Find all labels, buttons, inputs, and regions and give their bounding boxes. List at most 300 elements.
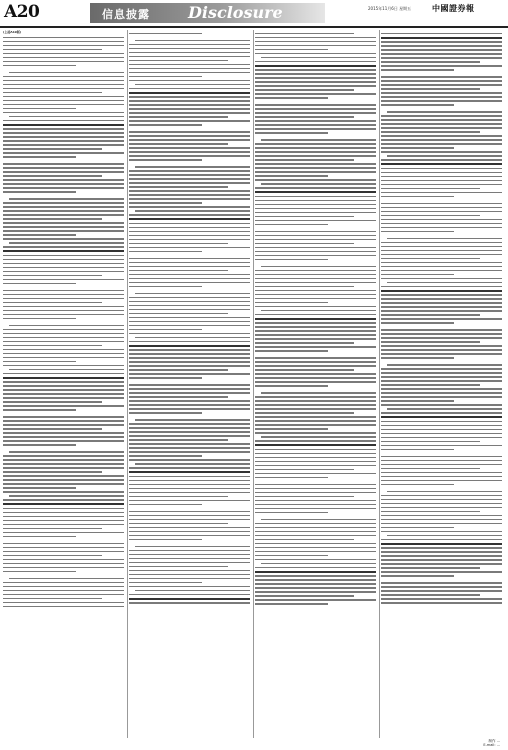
text-line bbox=[129, 178, 250, 180]
text-line bbox=[3, 124, 124, 126]
text-line bbox=[255, 294, 376, 296]
text-line bbox=[381, 503, 502, 505]
text-line bbox=[255, 469, 354, 471]
text-line bbox=[129, 467, 250, 469]
text-line bbox=[3, 436, 124, 438]
text-line bbox=[255, 478, 376, 481]
text-line bbox=[381, 96, 502, 98]
text-line bbox=[255, 575, 376, 577]
text-line bbox=[129, 431, 250, 433]
text-line bbox=[129, 447, 250, 449]
text-line bbox=[3, 279, 124, 281]
text-line bbox=[255, 151, 376, 153]
text-line bbox=[129, 274, 250, 276]
text-line bbox=[255, 99, 376, 102]
newspaper-name: 中國證券報 bbox=[432, 3, 475, 13]
text-line bbox=[381, 286, 502, 288]
text-line bbox=[381, 84, 502, 86]
text-line bbox=[381, 33, 502, 35]
text-line bbox=[3, 148, 102, 150]
text-line bbox=[381, 527, 454, 529]
text-line bbox=[255, 120, 376, 122]
text-column-2 bbox=[129, 30, 250, 738]
text-line bbox=[255, 357, 376, 359]
text-line bbox=[129, 396, 228, 398]
text-line bbox=[381, 333, 502, 335]
text-line bbox=[381, 602, 502, 604]
text-line bbox=[129, 235, 250, 237]
text-line bbox=[129, 266, 250, 268]
text-line bbox=[129, 126, 250, 129]
text-line bbox=[3, 310, 124, 312]
text-line bbox=[255, 282, 376, 284]
text-line bbox=[129, 174, 250, 176]
text-line bbox=[129, 198, 250, 200]
text-line bbox=[255, 591, 376, 593]
text-line bbox=[129, 313, 228, 315]
text-line bbox=[3, 183, 124, 185]
text-line bbox=[129, 52, 250, 54]
text-line bbox=[255, 116, 354, 118]
text-line bbox=[381, 57, 502, 59]
text-line bbox=[3, 365, 124, 367]
text-line bbox=[381, 258, 480, 260]
text-line bbox=[255, 204, 376, 206]
text-line bbox=[381, 464, 502, 466]
text-line bbox=[381, 404, 502, 406]
text-line bbox=[381, 294, 502, 296]
text-line bbox=[3, 100, 124, 102]
text-line bbox=[381, 450, 502, 453]
text-line bbox=[3, 393, 124, 395]
text-line bbox=[381, 100, 502, 102]
text-line bbox=[3, 179, 124, 181]
text-line bbox=[129, 239, 250, 241]
text-line bbox=[255, 187, 376, 189]
text-line bbox=[255, 318, 376, 320]
text-line bbox=[3, 206, 124, 208]
text-line bbox=[255, 531, 376, 533]
text-line bbox=[261, 139, 376, 141]
footer-line: 制作 ... bbox=[488, 739, 500, 743]
text-line bbox=[129, 540, 250, 543]
text-line bbox=[3, 226, 124, 228]
text-line bbox=[129, 566, 228, 568]
footer-line: E-mail: ... bbox=[483, 743, 500, 747]
text-line bbox=[3, 66, 124, 69]
text-line bbox=[381, 123, 502, 125]
text-line bbox=[129, 373, 250, 375]
text-line bbox=[3, 508, 124, 510]
text-line bbox=[3, 487, 76, 489]
text-line bbox=[261, 57, 376, 59]
text-line bbox=[255, 212, 376, 214]
text-line bbox=[129, 287, 250, 290]
text-line bbox=[3, 594, 124, 596]
text-line bbox=[129, 379, 250, 382]
text-line bbox=[135, 84, 250, 86]
text-line bbox=[255, 314, 376, 316]
text-line bbox=[129, 365, 250, 367]
text-line bbox=[129, 404, 250, 406]
text-line bbox=[381, 168, 502, 170]
text-line bbox=[3, 267, 124, 269]
text-line bbox=[381, 314, 480, 316]
text-line bbox=[3, 432, 124, 434]
text-line bbox=[129, 60, 228, 62]
text-line bbox=[381, 219, 502, 221]
text-line bbox=[9, 578, 124, 580]
text-line bbox=[129, 439, 228, 441]
text-line bbox=[255, 53, 376, 55]
text-line bbox=[3, 503, 124, 505]
page-header bbox=[0, 0, 508, 26]
text-line bbox=[129, 505, 250, 508]
text-line bbox=[381, 298, 502, 300]
text-line bbox=[129, 357, 250, 359]
text-line bbox=[387, 282, 502, 284]
text-line bbox=[255, 89, 354, 91]
text-line bbox=[129, 570, 250, 572]
text-line bbox=[255, 270, 376, 272]
text-line bbox=[129, 471, 250, 473]
text-line bbox=[381, 559, 502, 561]
text-line bbox=[3, 314, 124, 316]
text-line bbox=[3, 302, 102, 304]
text-line bbox=[255, 167, 376, 169]
text-line bbox=[3, 563, 124, 565]
text-line bbox=[255, 191, 376, 193]
text-line bbox=[129, 44, 250, 46]
text-line bbox=[381, 131, 480, 133]
text-line bbox=[9, 495, 124, 497]
text-line bbox=[381, 567, 480, 569]
text-line bbox=[255, 457, 376, 459]
text-line bbox=[381, 456, 502, 458]
text-line bbox=[129, 64, 250, 66]
text-column-3 bbox=[255, 30, 376, 738]
text-line bbox=[135, 166, 250, 168]
text-line bbox=[3, 163, 124, 165]
text-line bbox=[381, 188, 480, 190]
text-line bbox=[129, 202, 202, 204]
text-line bbox=[381, 139, 502, 141]
text-line bbox=[3, 547, 124, 549]
text-line bbox=[381, 485, 502, 488]
text-line bbox=[381, 353, 502, 355]
text-line bbox=[381, 115, 502, 117]
text-line bbox=[381, 151, 502, 153]
text-line bbox=[135, 590, 250, 592]
text-line bbox=[129, 353, 250, 355]
text-line bbox=[129, 523, 228, 525]
text-line bbox=[3, 555, 102, 557]
text-line bbox=[129, 554, 250, 556]
text-line bbox=[3, 411, 124, 414]
text-line bbox=[3, 440, 124, 442]
text-line bbox=[381, 227, 502, 229]
text-line bbox=[129, 333, 250, 335]
text-line bbox=[3, 187, 124, 189]
text-line bbox=[387, 111, 502, 113]
text-line bbox=[129, 104, 250, 106]
text-line bbox=[129, 68, 250, 70]
text-line bbox=[381, 543, 502, 545]
text-line bbox=[381, 421, 502, 423]
text-line bbox=[3, 80, 124, 82]
text-line bbox=[255, 260, 376, 263]
text-line bbox=[255, 465, 376, 467]
text-line bbox=[3, 424, 124, 426]
text-line bbox=[255, 567, 376, 569]
text-line bbox=[381, 480, 502, 482]
text-line bbox=[129, 143, 228, 145]
text-line bbox=[129, 227, 250, 229]
text-line bbox=[381, 274, 454, 276]
text-line bbox=[381, 511, 480, 513]
text-line bbox=[129, 182, 250, 184]
text-line bbox=[129, 535, 250, 537]
text-line bbox=[255, 583, 376, 585]
text-line bbox=[3, 222, 124, 224]
text-line bbox=[255, 45, 376, 47]
text-line bbox=[9, 116, 124, 118]
text-line bbox=[255, 143, 376, 145]
text-line bbox=[381, 127, 502, 129]
text-line bbox=[3, 294, 124, 296]
text-column-4 bbox=[381, 30, 502, 738]
text-line bbox=[3, 319, 124, 322]
text-line bbox=[255, 274, 376, 276]
text-line bbox=[255, 200, 376, 202]
text-line bbox=[381, 211, 502, 213]
text-line bbox=[129, 190, 250, 192]
text-line bbox=[381, 468, 480, 470]
text-line bbox=[381, 384, 480, 386]
text-line bbox=[129, 56, 250, 58]
text-line bbox=[3, 284, 124, 287]
text-line bbox=[129, 92, 250, 94]
text-line bbox=[381, 349, 502, 351]
text-line bbox=[129, 558, 250, 560]
text-line bbox=[129, 301, 250, 303]
text-line bbox=[255, 346, 376, 348]
text-line bbox=[255, 396, 376, 398]
text-line bbox=[129, 451, 250, 453]
page-number: A20 bbox=[4, 2, 40, 22]
text-line bbox=[381, 563, 502, 565]
text-line bbox=[255, 255, 376, 257]
text-line bbox=[129, 598, 250, 600]
text-line bbox=[129, 435, 250, 437]
text-line bbox=[129, 108, 250, 110]
text-line bbox=[255, 373, 376, 375]
text-line bbox=[3, 214, 124, 216]
text-line bbox=[129, 602, 250, 604]
text-line bbox=[255, 571, 376, 573]
text-line bbox=[3, 446, 124, 449]
text-line bbox=[129, 527, 250, 529]
text-line bbox=[255, 65, 376, 67]
text-line bbox=[255, 93, 376, 95]
text-line bbox=[129, 321, 250, 323]
text-line bbox=[3, 61, 124, 63]
text-line bbox=[381, 433, 502, 435]
text-line bbox=[255, 400, 376, 402]
text-line bbox=[129, 100, 250, 102]
text-line bbox=[3, 193, 124, 196]
text-line bbox=[381, 88, 480, 90]
text-line bbox=[255, 559, 376, 561]
text-line bbox=[381, 441, 480, 443]
text-line bbox=[3, 112, 124, 114]
text-line bbox=[255, 416, 376, 418]
text-line bbox=[129, 484, 250, 486]
text-line bbox=[381, 396, 502, 398]
text-line bbox=[9, 72, 124, 74]
text-line bbox=[129, 550, 250, 552]
text-line bbox=[255, 69, 376, 71]
text-line bbox=[129, 423, 250, 425]
text-line bbox=[129, 594, 250, 596]
text-line bbox=[3, 171, 124, 173]
text-line bbox=[3, 250, 124, 252]
text-line bbox=[381, 41, 502, 43]
text-line bbox=[381, 586, 502, 588]
text-line bbox=[255, 523, 376, 525]
text-line bbox=[255, 361, 376, 363]
text-line bbox=[381, 184, 502, 186]
text-line bbox=[129, 218, 250, 220]
text-line bbox=[3, 144, 124, 146]
text-line bbox=[381, 143, 502, 145]
text-line bbox=[129, 480, 250, 482]
text-line bbox=[135, 337, 250, 339]
text-line bbox=[387, 155, 502, 157]
text-line bbox=[3, 499, 124, 501]
text-line bbox=[3, 108, 76, 110]
text-line bbox=[3, 590, 124, 592]
text-line bbox=[255, 306, 376, 308]
text-line bbox=[3, 598, 102, 600]
text-line bbox=[255, 239, 376, 241]
text-line bbox=[129, 206, 250, 208]
text-line bbox=[255, 365, 376, 367]
section-title-cn: 信息披露 bbox=[102, 8, 150, 21]
text-line bbox=[261, 519, 376, 521]
text-line bbox=[129, 131, 250, 133]
text-line bbox=[381, 61, 480, 63]
text-line bbox=[3, 467, 124, 469]
text-line bbox=[3, 341, 124, 343]
text-line bbox=[129, 88, 250, 90]
text-line bbox=[129, 194, 250, 196]
text-line bbox=[381, 519, 502, 521]
text-line bbox=[3, 306, 124, 308]
text-line bbox=[129, 455, 202, 457]
text-line bbox=[255, 112, 376, 114]
text-line bbox=[255, 33, 354, 35]
text-line bbox=[9, 325, 124, 327]
text-line bbox=[129, 161, 250, 164]
text-line bbox=[129, 511, 250, 513]
text-line bbox=[381, 232, 502, 235]
text-line bbox=[129, 34, 250, 37]
text-line bbox=[255, 412, 354, 414]
text-line bbox=[381, 197, 502, 200]
text-line bbox=[255, 338, 376, 340]
text-line bbox=[381, 106, 502, 109]
issue-date: 2015年11月6日 星期五 bbox=[368, 6, 412, 11]
text-line bbox=[129, 147, 250, 149]
text-line bbox=[129, 305, 250, 307]
text-line bbox=[381, 215, 480, 217]
text-line bbox=[129, 262, 250, 264]
text-line bbox=[3, 483, 124, 485]
text-line bbox=[381, 172, 502, 174]
text-line bbox=[381, 429, 502, 431]
text-line bbox=[129, 80, 250, 82]
text-line bbox=[381, 495, 502, 497]
text-line bbox=[129, 72, 250, 74]
text-line bbox=[3, 389, 124, 391]
text-line bbox=[3, 45, 124, 47]
text-line bbox=[3, 397, 124, 399]
text-line bbox=[3, 96, 124, 98]
text-line bbox=[3, 345, 102, 347]
text-line bbox=[129, 349, 250, 351]
text-line bbox=[135, 419, 250, 421]
text-line bbox=[381, 392, 502, 394]
text-line bbox=[129, 392, 250, 394]
text-line bbox=[381, 180, 502, 182]
text-line bbox=[3, 420, 124, 422]
text-line bbox=[255, 216, 354, 218]
text-line bbox=[255, 286, 354, 288]
text-line bbox=[381, 119, 502, 121]
text-line bbox=[255, 587, 376, 589]
text-line bbox=[381, 262, 502, 264]
text-line bbox=[3, 49, 102, 51]
text-line bbox=[381, 531, 502, 533]
text-line bbox=[381, 302, 502, 304]
text-line bbox=[129, 317, 250, 319]
text-line bbox=[3, 572, 124, 575]
text-line bbox=[381, 65, 502, 67]
text-line bbox=[255, 124, 376, 126]
text-line bbox=[381, 80, 502, 82]
text-line bbox=[255, 504, 376, 506]
text-line bbox=[3, 152, 124, 154]
text-line bbox=[129, 112, 250, 114]
text-line bbox=[381, 270, 502, 272]
text-line bbox=[3, 92, 102, 94]
text-line bbox=[387, 408, 502, 410]
column-divider bbox=[379, 30, 380, 738]
text-line bbox=[129, 214, 250, 216]
text-line bbox=[3, 373, 124, 375]
text-line bbox=[3, 53, 124, 55]
text-line bbox=[129, 325, 250, 327]
text-line bbox=[3, 255, 124, 257]
text-line bbox=[129, 562, 250, 564]
text-line bbox=[3, 104, 124, 106]
text-line bbox=[381, 437, 502, 439]
text-line bbox=[261, 266, 376, 268]
text-line bbox=[381, 539, 502, 541]
text-line bbox=[255, 220, 376, 222]
text-line bbox=[381, 92, 502, 94]
